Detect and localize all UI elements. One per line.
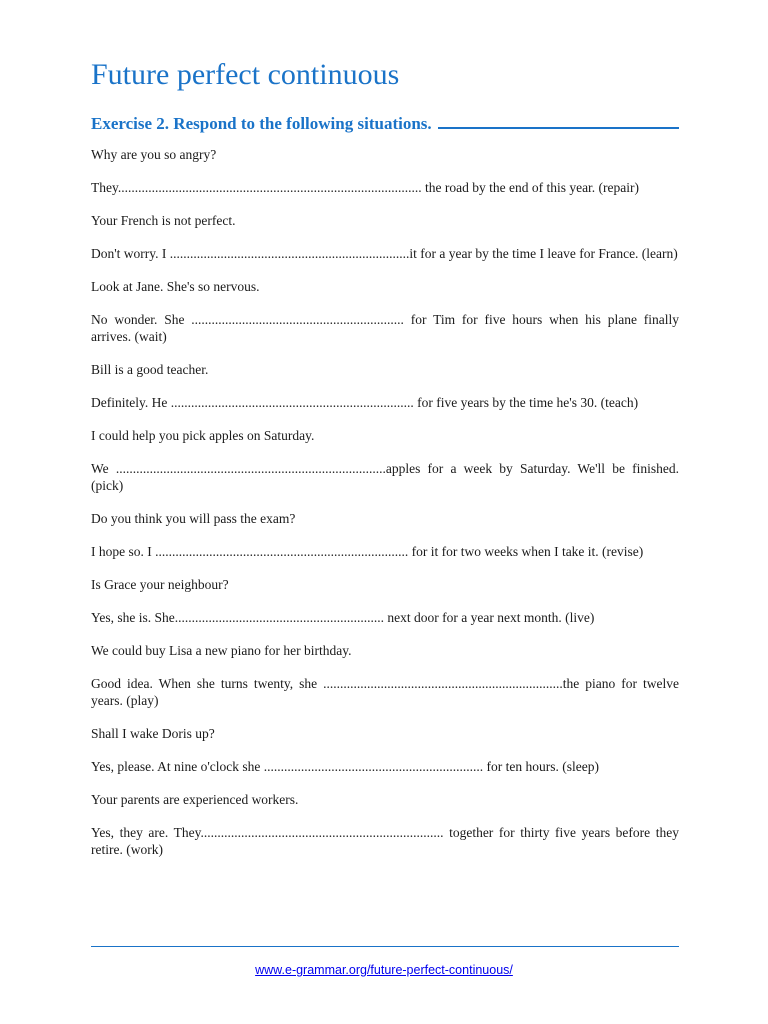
situation-prompt: Bill is a good teacher. xyxy=(91,362,209,377)
response-line: Yes, they are. They........................................................................ together for thirty five years before they retire. (work) xyxy=(91,825,679,857)
response-line: Don't worry. I .......................................................................it for a year by the time I leave for France. (learn) xyxy=(91,246,678,261)
situation-prompt: We could buy Lisa a new piano for her birthday. xyxy=(91,643,352,658)
response-line: Yes, she is. She.............................................................. next door for a year next month. (live) xyxy=(91,610,595,625)
heading-underline xyxy=(438,111,679,129)
situation-prompt: Do you think you will pass the exam? xyxy=(91,511,296,526)
response-line: Yes, please. At nine o'clock she ................................................................. for ten hours. (sleep) xyxy=(91,759,599,774)
situation-prompt: Is Grace your neighbour? xyxy=(91,577,229,592)
situation-prompt: Shall I wake Doris up? xyxy=(91,726,215,741)
response-line: We ................................................................................apples for a week by Saturday. We'll be finished. (pick) xyxy=(91,461,679,493)
situation-prompt: I could help you pick apples on Saturday. xyxy=(91,428,315,443)
situation-prompt: Your French is not perfect. xyxy=(91,213,236,228)
response-line: Good idea. When she turns twenty, she .......................................................................the piano for twelve years. (play) xyxy=(91,676,679,708)
exercise-heading-text: Exercise 2. Respond to the following situations. xyxy=(91,114,432,133)
response-line: They.......................................................................................... the road by the end of this year. (repair) xyxy=(91,180,640,195)
response-line: No wonder. She ............................................................... for Tim for five hours when his plane finally arrives. (wait) xyxy=(91,312,679,344)
situation-prompt: Look at Jane. She's so nervous. xyxy=(91,279,260,294)
page-title: Future perfect continuous xyxy=(91,58,400,91)
footer-divider xyxy=(91,946,679,947)
response-line: Definitely. He ........................................................................ for five years by the time he's 30. (teach) xyxy=(91,395,639,410)
response-line: I hope so. I ........................................................................... for it for two weeks when I take it. (revise) xyxy=(91,544,644,559)
exercise-body xyxy=(91,146,679,874)
situation-prompt: Why are you so angry? xyxy=(91,147,217,162)
situation-prompt: Your parents are experienced workers. xyxy=(91,792,299,807)
exercise-heading xyxy=(91,111,679,134)
footer-url-link[interactable]: www.e-grammar.org/future-perfect-continuous/ xyxy=(255,963,513,977)
